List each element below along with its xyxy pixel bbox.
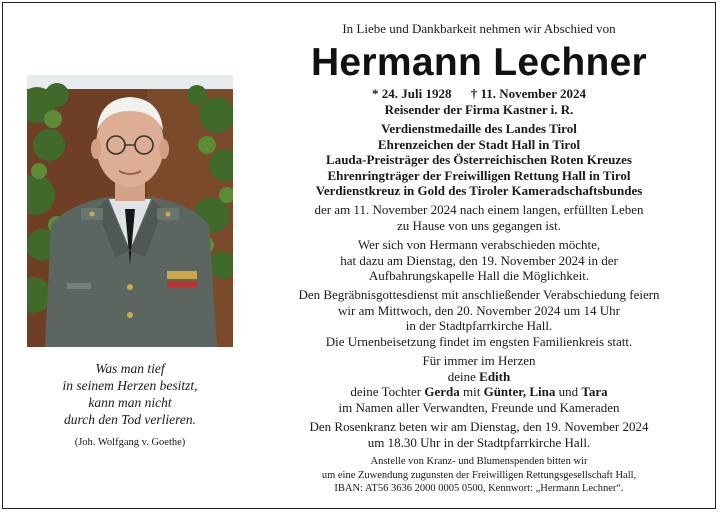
wife-line bbox=[247, 369, 711, 385]
rosary-notice bbox=[247, 419, 711, 450]
quote-source: (Joh. Wolfgang v. Goethe) bbox=[74, 437, 186, 448]
text-line: Anstelle von Kranz- und Blumenspenden bitten wir bbox=[370, 456, 588, 467]
memorial-quote bbox=[27, 360, 233, 449]
text-line: Den Begräbnisgottesdienst mit anschließender Verabschiedung feiern bbox=[298, 287, 660, 302]
portrait-illustration bbox=[27, 75, 233, 347]
obituary-card bbox=[2, 2, 716, 509]
farewell-notice bbox=[247, 237, 711, 284]
text-line: zu Hause von uns gegangen ist. bbox=[397, 217, 561, 233]
grandchild-name: Tara bbox=[581, 384, 608, 399]
text-line: Den Rosenkranz beten wir am Dienstag, den 19. November 2024 bbox=[309, 419, 649, 434]
text-line: hat dazu am Dienstag, den 19. November 2024 in der bbox=[340, 252, 618, 268]
quote-line: Was man tief bbox=[95, 361, 165, 376]
deceased-name: Hermann Lechner bbox=[310, 41, 648, 84]
family-signature bbox=[247, 353, 711, 415]
service-notice bbox=[247, 287, 711, 349]
text-line: Wer sich von Hermann verabschieden möchte, bbox=[357, 237, 601, 252]
text-line: um 18.30 Uhr in der Stadtpfarrkirche Hall. bbox=[367, 434, 591, 450]
text-fragment: und bbox=[558, 384, 579, 399]
honor-item: Ehrenringträger der Freiwilligen Rettung Hall in Tirol bbox=[327, 167, 631, 183]
quote-line: kann man nicht bbox=[88, 395, 172, 410]
text-line: Für immer im Herzen bbox=[422, 353, 536, 368]
portrait-photo bbox=[27, 75, 233, 347]
passing-notice bbox=[247, 202, 711, 233]
text-line: im Namen aller Verwandten, Freunde und Kameraden bbox=[338, 399, 620, 415]
text-fragment: mit bbox=[462, 384, 481, 399]
text-line: wir am Mittwoch, den 20. November 2024 um 14 Uhr bbox=[338, 302, 620, 318]
text-line: der am 11. November 2024 nach einem langen, erfüllten Leben bbox=[314, 202, 644, 217]
death-date: † 11. November 2024 bbox=[470, 86, 587, 101]
text-line: IBAN: AT56 3636 2000 0005 0500, Kennwort: „Hermann Lechner“. bbox=[334, 483, 624, 494]
text-line: um eine Zuwendung zugunsten der Freiwilligen Rettungsgesellschaft Hall, bbox=[321, 469, 637, 481]
honor-item: Verdienstkreuz in Gold des Tiroler Kameradschaftsbundes bbox=[315, 183, 643, 198]
intro-line: In Liebe und Dankbarkeit nehmen wir Abschied von bbox=[342, 21, 616, 36]
wife-name: Edith bbox=[479, 368, 511, 384]
honor-item: Lauda-Preisträger des Österreichischen Roten Kreuzes bbox=[326, 152, 632, 167]
honor-item: Verdienstmedaille des Landes Tirol bbox=[381, 121, 577, 136]
text-line: in der Stadtpfarrkirche Hall. bbox=[405, 318, 553, 333]
donation-notice bbox=[247, 455, 711, 496]
life-dates bbox=[247, 86, 711, 102]
text-fragment: deine Tochter bbox=[350, 384, 422, 399]
text-fragment: deine bbox=[447, 368, 476, 384]
occupation: Reisender der Firma Kastner i. R. bbox=[384, 102, 574, 117]
honor-item: Ehrenzeichen der Stadt Hall in Tirol bbox=[377, 136, 581, 152]
text-line: Aufbahrungskapelle Hall die Möglichkeit. bbox=[368, 268, 590, 283]
grandchild-names: Günter, Lina bbox=[483, 384, 556, 399]
quote-line: in seinem Herzen besitzt, bbox=[62, 378, 198, 393]
text-line: Die Urnenbeisetzung findet im engsten Familienkreis statt. bbox=[325, 333, 633, 349]
children-line bbox=[247, 384, 711, 400]
daughter-name: Gerda bbox=[424, 384, 460, 399]
birth-date: * 24. Juli 1928 bbox=[371, 86, 452, 101]
quote-line: durch den Tod verlieren. bbox=[64, 412, 196, 427]
honors-list bbox=[247, 121, 711, 199]
